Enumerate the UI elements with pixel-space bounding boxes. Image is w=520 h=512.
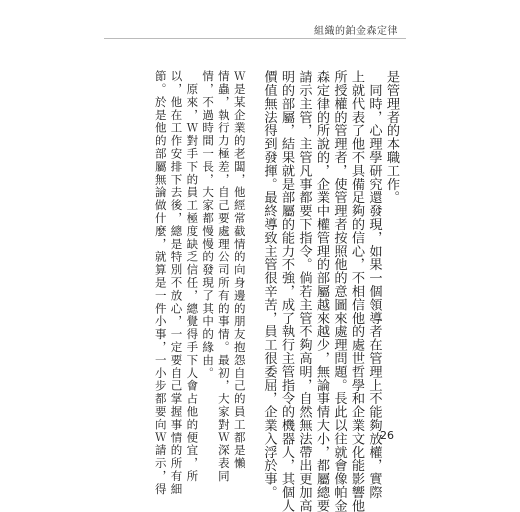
text-column: 明的部屬，結果就是部屬的能力不強，成了執行主管指令的機器人，其個人 bbox=[279, 70, 294, 512]
text-column: 價值無法得到發揮。最終導致主管很辛苦，員工很委屈，企業入浮於事。 bbox=[261, 70, 277, 499]
header-rule bbox=[104, 38, 406, 39]
text-column: 情，不過時間一長，大家都慢慢的發現了其中的緣由。 bbox=[201, 70, 216, 380]
text-column: 原來，Ｗ對手下的員工極度缺乏信任，總覺得手下人會占他的便宜，所 bbox=[185, 70, 200, 483]
text-column: 情蟲，執行力極差，自己要處理公司所有的事情。最初，大家對Ｗ深表同 bbox=[216, 70, 231, 483]
text-column: 是管理者的本職工作。 bbox=[384, 70, 399, 204]
text-column: 節。於是他的部屬無論做什麼，就算是一件小事，一小步都要向Ｗ請示，得 bbox=[153, 70, 168, 496]
text-column: 同時，心理學研究還發現，如果一個領導者在管理上不能夠放權，實際 bbox=[366, 70, 382, 499]
page-number: 26 bbox=[380, 429, 394, 442]
text-column: 森定律的所說的，企業中權管理的部屬越來越少，無論事情大小，都屬總要 bbox=[314, 70, 329, 512]
vertical-text-block bbox=[154, 70, 398, 512]
text-column: 請示主管，主管凡事都要下指令。倘若主管不夠高明，自然無法帶出更加高 bbox=[296, 70, 312, 512]
running-head-book-title: 組織的鉑金森定律 bbox=[314, 26, 398, 37]
text-column: Ｗ是某企業的老闆，他經常截情的向身邊的朋友抱怨自己的員工都是懶 bbox=[232, 70, 247, 470]
text-column: 上就代表了他不具備足夠的信心，不相信他的處世哲學和企業文化能影響他 bbox=[349, 70, 364, 512]
text-column: 以，他在工作安排下去後，總是特別不放心，一定要自己掌握事情的所有細 bbox=[169, 70, 184, 496]
text-column: 所授權的管理者，使管理者按照他的意圖來處理問題。長此以往就會像帕金 bbox=[331, 70, 347, 512]
